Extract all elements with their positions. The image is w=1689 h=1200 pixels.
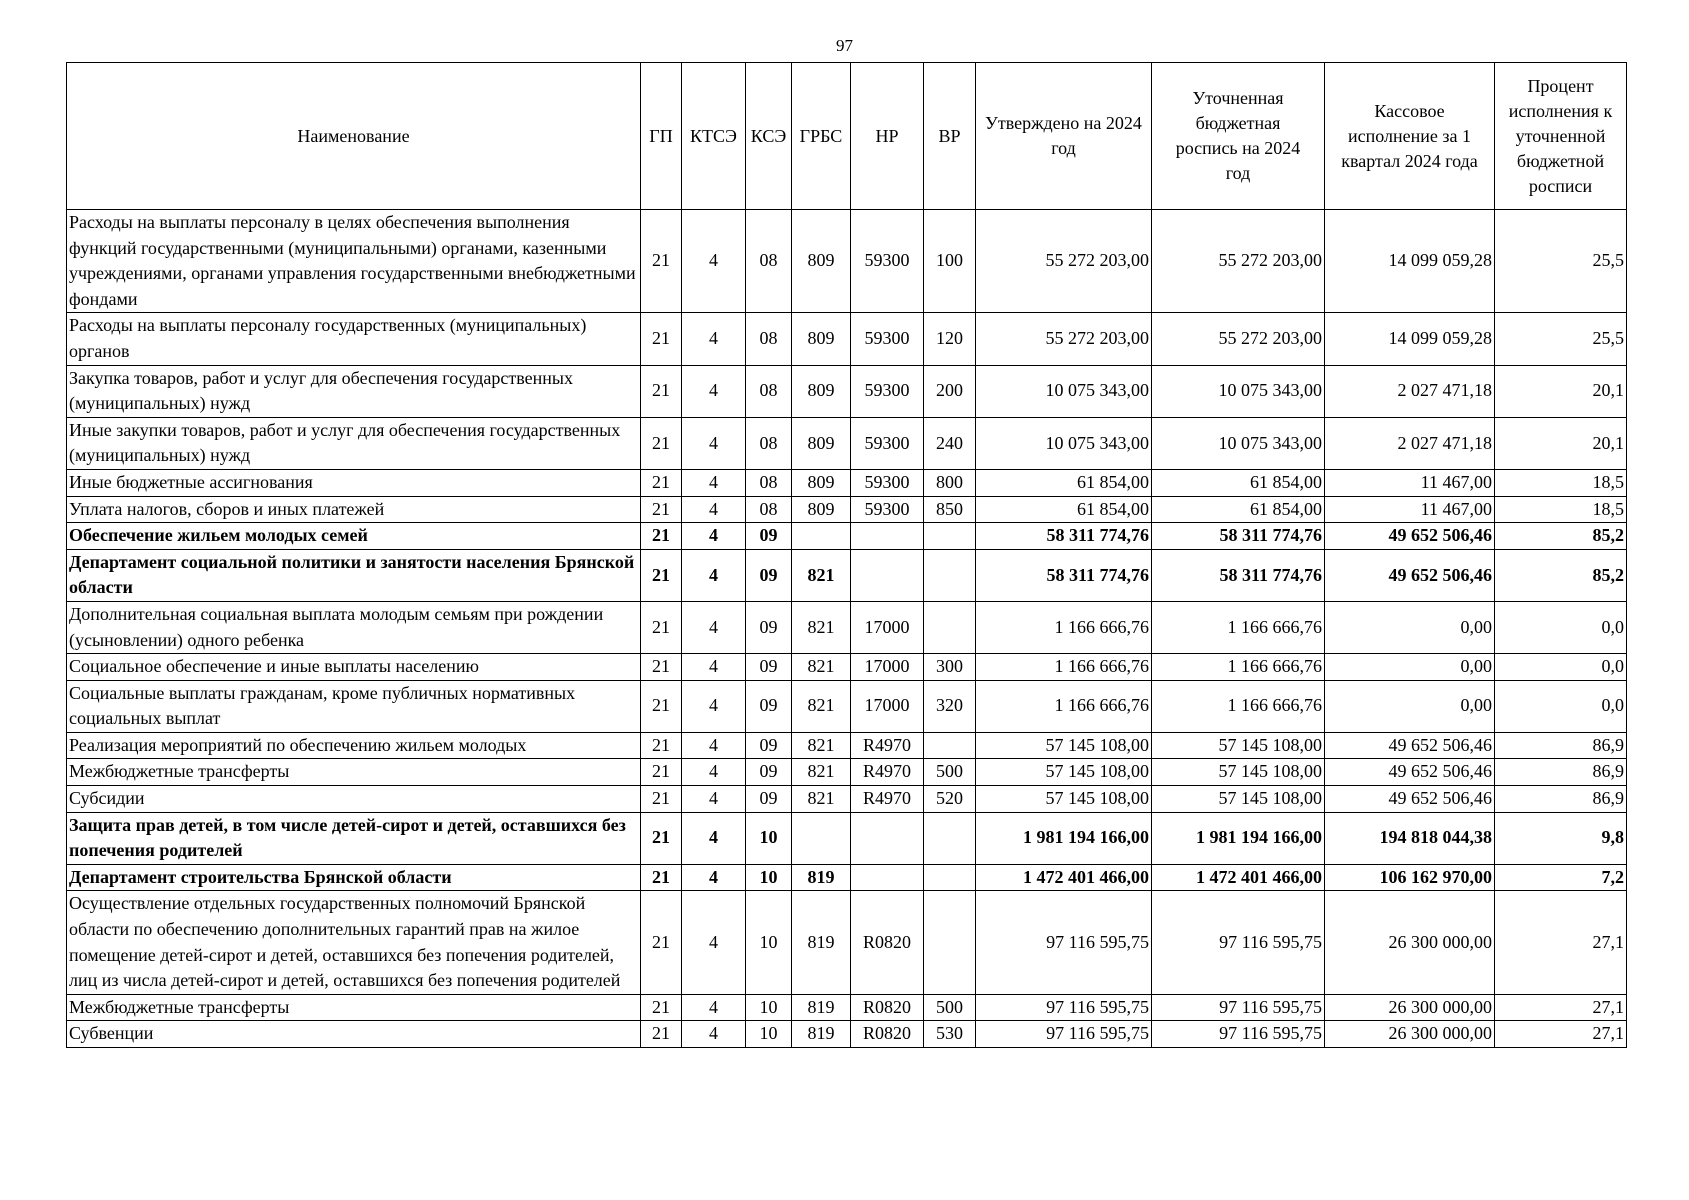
cell-vr: 120 bbox=[924, 313, 976, 365]
cell-refined: 1 166 666,76 bbox=[1152, 654, 1325, 681]
cell-approved: 1 472 401 466,00 bbox=[976, 864, 1152, 891]
cell-approved: 1 166 666,76 bbox=[976, 654, 1152, 681]
cell-refined: 58 311 774,76 bbox=[1152, 549, 1325, 601]
cell-percent: 86,9 bbox=[1495, 732, 1627, 759]
cell-cash: 194 818 044,38 bbox=[1325, 812, 1495, 864]
cell-grbs: 809 bbox=[792, 417, 851, 469]
cell-vr: 800 bbox=[924, 469, 976, 496]
header-approved: Утверждено на 2024 год bbox=[976, 63, 1152, 210]
cell-percent: 27,1 bbox=[1495, 1021, 1627, 1048]
cell-name: Социальные выплаты гражданам, кроме публичных нормативных социальных выплат bbox=[67, 680, 641, 732]
table-row bbox=[67, 864, 1627, 891]
cell-kse: 09 bbox=[746, 759, 792, 786]
cell-name: Дополнительная социальная выплата молодым семьям при рождении (усыновлении) одного ребенка bbox=[67, 601, 641, 653]
cell-percent: 27,1 bbox=[1495, 994, 1627, 1021]
cell-ktse: 4 bbox=[682, 759, 746, 786]
table-row bbox=[67, 210, 1627, 313]
cell-cash: 26 300 000,00 bbox=[1325, 994, 1495, 1021]
cell-gp: 21 bbox=[641, 313, 682, 365]
cell-approved: 57 145 108,00 bbox=[976, 786, 1152, 813]
cell-percent: 25,5 bbox=[1495, 210, 1627, 313]
cell-gp: 21 bbox=[641, 812, 682, 864]
cell-percent: 27,1 bbox=[1495, 891, 1627, 994]
cell-ktse: 4 bbox=[682, 313, 746, 365]
cell-grbs: 819 bbox=[792, 864, 851, 891]
cell-approved: 1 166 666,76 bbox=[976, 601, 1152, 653]
table-row bbox=[67, 549, 1627, 601]
cell-vr bbox=[924, 523, 976, 550]
cell-percent: 20,1 bbox=[1495, 365, 1627, 417]
cell-nr: R4970 bbox=[851, 759, 924, 786]
cell-nr: 17000 bbox=[851, 680, 924, 732]
cell-name: Межбюджетные трансферты bbox=[67, 994, 641, 1021]
table-row bbox=[67, 417, 1627, 469]
cell-cash: 11 467,00 bbox=[1325, 496, 1495, 523]
cell-percent: 86,9 bbox=[1495, 759, 1627, 786]
cell-gp: 21 bbox=[641, 549, 682, 601]
cell-percent: 25,5 bbox=[1495, 313, 1627, 365]
cell-nr: 59300 bbox=[851, 313, 924, 365]
cell-vr: 320 bbox=[924, 680, 976, 732]
cell-kse: 08 bbox=[746, 469, 792, 496]
cell-vr bbox=[924, 891, 976, 994]
cell-gp: 21 bbox=[641, 786, 682, 813]
table-row bbox=[67, 732, 1627, 759]
header-gp: ГП bbox=[641, 63, 682, 210]
cell-grbs bbox=[792, 812, 851, 864]
header-nr: НР bbox=[851, 63, 924, 210]
cell-approved: 97 116 595,75 bbox=[976, 994, 1152, 1021]
cell-percent: 18,5 bbox=[1495, 496, 1627, 523]
cell-approved: 57 145 108,00 bbox=[976, 759, 1152, 786]
cell-grbs: 809 bbox=[792, 496, 851, 523]
cell-grbs bbox=[792, 523, 851, 550]
cell-name: Субсидии bbox=[67, 786, 641, 813]
cell-grbs: 809 bbox=[792, 313, 851, 365]
table-row bbox=[67, 759, 1627, 786]
cell-refined: 1 472 401 466,00 bbox=[1152, 864, 1325, 891]
table-row bbox=[67, 680, 1627, 732]
cell-nr: 59300 bbox=[851, 469, 924, 496]
cell-name: Субвенции bbox=[67, 1021, 641, 1048]
cell-nr: 17000 bbox=[851, 601, 924, 653]
cell-percent: 86,9 bbox=[1495, 786, 1627, 813]
cell-name: Расходы на выплаты персоналу государственных (муниципальных) органов bbox=[67, 313, 641, 365]
cell-approved: 58 311 774,76 bbox=[976, 549, 1152, 601]
cell-cash: 11 467,00 bbox=[1325, 469, 1495, 496]
cell-approved: 97 116 595,75 bbox=[976, 1021, 1152, 1048]
cell-ktse: 4 bbox=[682, 549, 746, 601]
cell-name: Осуществление отдельных государственных полномочий Брянской области по обеспечению дополнительных гарантий прав на жилое помещение детей-сирот и детей, оставшихся без попечения родителей, лиц из числа детей-сирот и детей, оставшихся без попечения родителей bbox=[67, 891, 641, 994]
cell-gp: 21 bbox=[641, 365, 682, 417]
cell-vr: 200 bbox=[924, 365, 976, 417]
cell-kse: 09 bbox=[746, 786, 792, 813]
cell-approved: 57 145 108,00 bbox=[976, 732, 1152, 759]
cell-cash: 49 652 506,46 bbox=[1325, 523, 1495, 550]
table-row bbox=[67, 496, 1627, 523]
cell-refined: 61 854,00 bbox=[1152, 496, 1325, 523]
cell-ktse: 4 bbox=[682, 1021, 746, 1048]
cell-name: Департамент социальной политики и занятости населения Брянской области bbox=[67, 549, 641, 601]
cell-grbs: 809 bbox=[792, 469, 851, 496]
header-cash: Кассовое исполнение за 1 квартал 2024 года bbox=[1325, 63, 1495, 210]
table-row bbox=[67, 1021, 1627, 1048]
cell-approved: 55 272 203,00 bbox=[976, 210, 1152, 313]
cell-nr: 59300 bbox=[851, 210, 924, 313]
cell-kse: 08 bbox=[746, 313, 792, 365]
cell-refined: 55 272 203,00 bbox=[1152, 313, 1325, 365]
cell-grbs: 821 bbox=[792, 654, 851, 681]
cell-kse: 09 bbox=[746, 732, 792, 759]
cell-name: Реализация мероприятий по обеспечению жильем молодых bbox=[67, 732, 641, 759]
cell-refined: 61 854,00 bbox=[1152, 469, 1325, 496]
cell-nr bbox=[851, 864, 924, 891]
cell-kse: 09 bbox=[746, 654, 792, 681]
cell-cash: 49 652 506,46 bbox=[1325, 786, 1495, 813]
cell-vr: 500 bbox=[924, 759, 976, 786]
header-kse: КСЭ bbox=[746, 63, 792, 210]
cell-gp: 21 bbox=[641, 759, 682, 786]
cell-approved: 1 166 666,76 bbox=[976, 680, 1152, 732]
cell-refined: 1 981 194 166,00 bbox=[1152, 812, 1325, 864]
table-row bbox=[67, 654, 1627, 681]
cell-gp: 21 bbox=[641, 469, 682, 496]
cell-refined: 1 166 666,76 bbox=[1152, 601, 1325, 653]
cell-kse: 10 bbox=[746, 1021, 792, 1048]
cell-kse: 09 bbox=[746, 680, 792, 732]
cell-kse: 10 bbox=[746, 994, 792, 1021]
cell-grbs: 809 bbox=[792, 210, 851, 313]
cell-gp: 21 bbox=[641, 654, 682, 681]
table-body bbox=[67, 210, 1627, 1048]
cell-ktse: 4 bbox=[682, 523, 746, 550]
cell-percent: 18,5 bbox=[1495, 469, 1627, 496]
table-row bbox=[67, 891, 1627, 994]
table-row bbox=[67, 812, 1627, 864]
cell-vr bbox=[924, 732, 976, 759]
cell-cash: 2 027 471,18 bbox=[1325, 417, 1495, 469]
cell-ktse: 4 bbox=[682, 732, 746, 759]
cell-cash: 49 652 506,46 bbox=[1325, 732, 1495, 759]
cell-gp: 21 bbox=[641, 523, 682, 550]
cell-grbs: 821 bbox=[792, 732, 851, 759]
cell-kse: 08 bbox=[746, 210, 792, 313]
cell-cash: 0,00 bbox=[1325, 654, 1495, 681]
cell-vr: 500 bbox=[924, 994, 976, 1021]
cell-gp: 21 bbox=[641, 891, 682, 994]
cell-refined: 1 166 666,76 bbox=[1152, 680, 1325, 732]
budget-table bbox=[66, 62, 1627, 1048]
cell-kse: 10 bbox=[746, 812, 792, 864]
cell-cash: 0,00 bbox=[1325, 601, 1495, 653]
cell-kse: 09 bbox=[746, 601, 792, 653]
table-row bbox=[67, 994, 1627, 1021]
cell-vr bbox=[924, 864, 976, 891]
cell-percent: 9,8 bbox=[1495, 812, 1627, 864]
cell-percent: 0,0 bbox=[1495, 601, 1627, 653]
cell-vr: 300 bbox=[924, 654, 976, 681]
cell-percent: 7,2 bbox=[1495, 864, 1627, 891]
header-ktse: КТСЭ bbox=[682, 63, 746, 210]
cell-ktse: 4 bbox=[682, 496, 746, 523]
cell-gp: 21 bbox=[641, 680, 682, 732]
page-number: 97 bbox=[836, 36, 853, 55]
cell-cash: 14 099 059,28 bbox=[1325, 313, 1495, 365]
cell-refined: 57 145 108,00 bbox=[1152, 786, 1325, 813]
cell-vr: 850 bbox=[924, 496, 976, 523]
cell-ktse: 4 bbox=[682, 469, 746, 496]
cell-gp: 21 bbox=[641, 732, 682, 759]
table-row bbox=[67, 365, 1627, 417]
cell-nr bbox=[851, 523, 924, 550]
header-vr: ВР bbox=[924, 63, 976, 210]
cell-ktse: 4 bbox=[682, 601, 746, 653]
table-header-row bbox=[67, 63, 1627, 210]
cell-name: Защита прав детей, в том числе детей-сирот и детей, оставшихся без попечения родителей bbox=[67, 812, 641, 864]
cell-nr: 17000 bbox=[851, 654, 924, 681]
cell-gp: 21 bbox=[641, 864, 682, 891]
cell-name: Социальное обеспечение и иные выплаты населению bbox=[67, 654, 641, 681]
table-row bbox=[67, 523, 1627, 550]
cell-refined: 55 272 203,00 bbox=[1152, 210, 1325, 313]
cell-gp: 21 bbox=[641, 1021, 682, 1048]
table-row bbox=[67, 469, 1627, 496]
cell-vr: 100 bbox=[924, 210, 976, 313]
cell-name: Иные закупки товаров, работ и услуг для обеспечения государственных (муниципальных) нужд bbox=[67, 417, 641, 469]
cell-percent: 20,1 bbox=[1495, 417, 1627, 469]
cell-nr: R4970 bbox=[851, 786, 924, 813]
cell-gp: 21 bbox=[641, 601, 682, 653]
cell-ktse: 4 bbox=[682, 891, 746, 994]
cell-name: Департамент строительства Брянской области bbox=[67, 864, 641, 891]
table-row bbox=[67, 601, 1627, 653]
cell-kse: 08 bbox=[746, 496, 792, 523]
cell-ktse: 4 bbox=[682, 864, 746, 891]
cell-approved: 97 116 595,75 bbox=[976, 891, 1152, 994]
cell-cash: 106 162 970,00 bbox=[1325, 864, 1495, 891]
cell-approved: 1 981 194 166,00 bbox=[976, 812, 1152, 864]
cell-name: Межбюджетные трансферты bbox=[67, 759, 641, 786]
cell-grbs: 809 bbox=[792, 365, 851, 417]
cell-percent: 0,0 bbox=[1495, 680, 1627, 732]
cell-name: Иные бюджетные ассигнования bbox=[67, 469, 641, 496]
cell-refined: 10 075 343,00 bbox=[1152, 417, 1325, 469]
cell-nr bbox=[851, 549, 924, 601]
header-grbs: ГРБС bbox=[792, 63, 851, 210]
cell-approved: 10 075 343,00 bbox=[976, 365, 1152, 417]
cell-approved: 10 075 343,00 bbox=[976, 417, 1152, 469]
cell-refined: 58 311 774,76 bbox=[1152, 523, 1325, 550]
header-percent: Процент исполнения к уточненной бюджетной росписи bbox=[1495, 63, 1627, 210]
cell-grbs: 821 bbox=[792, 680, 851, 732]
cell-nr: R4970 bbox=[851, 732, 924, 759]
cell-approved: 61 854,00 bbox=[976, 496, 1152, 523]
cell-grbs: 821 bbox=[792, 759, 851, 786]
cell-cash: 49 652 506,46 bbox=[1325, 549, 1495, 601]
cell-vr: 520 bbox=[924, 786, 976, 813]
cell-grbs: 819 bbox=[792, 994, 851, 1021]
table-row bbox=[67, 786, 1627, 813]
cell-kse: 08 bbox=[746, 417, 792, 469]
cell-name: Обеспечение жильем молодых семей bbox=[67, 523, 641, 550]
cell-refined: 57 145 108,00 bbox=[1152, 759, 1325, 786]
cell-ktse: 4 bbox=[682, 680, 746, 732]
cell-approved: 58 311 774,76 bbox=[976, 523, 1152, 550]
cell-grbs: 821 bbox=[792, 549, 851, 601]
cell-nr bbox=[851, 812, 924, 864]
cell-nr: 59300 bbox=[851, 417, 924, 469]
cell-ktse: 4 bbox=[682, 994, 746, 1021]
cell-kse: 09 bbox=[746, 523, 792, 550]
cell-refined: 57 145 108,00 bbox=[1152, 732, 1325, 759]
cell-name: Уплата налогов, сборов и иных платежей bbox=[67, 496, 641, 523]
cell-grbs: 819 bbox=[792, 1021, 851, 1048]
cell-approved: 55 272 203,00 bbox=[976, 313, 1152, 365]
cell-refined: 97 116 595,75 bbox=[1152, 994, 1325, 1021]
cell-ktse: 4 bbox=[682, 417, 746, 469]
cell-vr bbox=[924, 601, 976, 653]
cell-cash: 26 300 000,00 bbox=[1325, 891, 1495, 994]
cell-cash: 2 027 471,18 bbox=[1325, 365, 1495, 417]
cell-grbs: 819 bbox=[792, 891, 851, 994]
cell-refined: 97 116 595,75 bbox=[1152, 1021, 1325, 1048]
cell-percent: 0,0 bbox=[1495, 654, 1627, 681]
cell-kse: 08 bbox=[746, 365, 792, 417]
cell-cash: 14 099 059,28 bbox=[1325, 210, 1495, 313]
cell-nr: R0820 bbox=[851, 891, 924, 994]
cell-gp: 21 bbox=[641, 210, 682, 313]
cell-vr bbox=[924, 549, 976, 601]
cell-grbs: 821 bbox=[792, 601, 851, 653]
cell-gp: 21 bbox=[641, 417, 682, 469]
table-row bbox=[67, 313, 1627, 365]
cell-kse: 10 bbox=[746, 891, 792, 994]
cell-ktse: 4 bbox=[682, 812, 746, 864]
header-name: Наименование bbox=[67, 63, 641, 210]
cell-name: Расходы на выплаты персоналу в целях обеспечения выполнения функций государственными (муниципальными) органами, казенными учреждениями, органами управления государственными внебюджетными фондами bbox=[67, 210, 641, 313]
cell-ktse: 4 bbox=[682, 365, 746, 417]
cell-nr: R0820 bbox=[851, 994, 924, 1021]
cell-cash: 26 300 000,00 bbox=[1325, 1021, 1495, 1048]
cell-cash: 0,00 bbox=[1325, 680, 1495, 732]
cell-ktse: 4 bbox=[682, 210, 746, 313]
cell-nr: 59300 bbox=[851, 496, 924, 523]
cell-refined: 10 075 343,00 bbox=[1152, 365, 1325, 417]
cell-approved: 61 854,00 bbox=[976, 469, 1152, 496]
cell-vr: 530 bbox=[924, 1021, 976, 1048]
header-refined: Уточненная бюджетная роспись на 2024 год bbox=[1152, 63, 1325, 210]
cell-grbs: 821 bbox=[792, 786, 851, 813]
cell-kse: 09 bbox=[746, 549, 792, 601]
cell-name: Закупка товаров, работ и услуг для обеспечения государственных (муниципальных) нужд bbox=[67, 365, 641, 417]
cell-percent: 85,2 bbox=[1495, 549, 1627, 601]
cell-refined: 97 116 595,75 bbox=[1152, 891, 1325, 994]
cell-vr: 240 bbox=[924, 417, 976, 469]
cell-gp: 21 bbox=[641, 994, 682, 1021]
cell-kse: 10 bbox=[746, 864, 792, 891]
cell-vr bbox=[924, 812, 976, 864]
cell-cash: 49 652 506,46 bbox=[1325, 759, 1495, 786]
cell-ktse: 4 bbox=[682, 654, 746, 681]
cell-nr: 59300 bbox=[851, 365, 924, 417]
cell-gp: 21 bbox=[641, 496, 682, 523]
cell-percent: 85,2 bbox=[1495, 523, 1627, 550]
cell-nr: R0820 bbox=[851, 1021, 924, 1048]
cell-ktse: 4 bbox=[682, 786, 746, 813]
